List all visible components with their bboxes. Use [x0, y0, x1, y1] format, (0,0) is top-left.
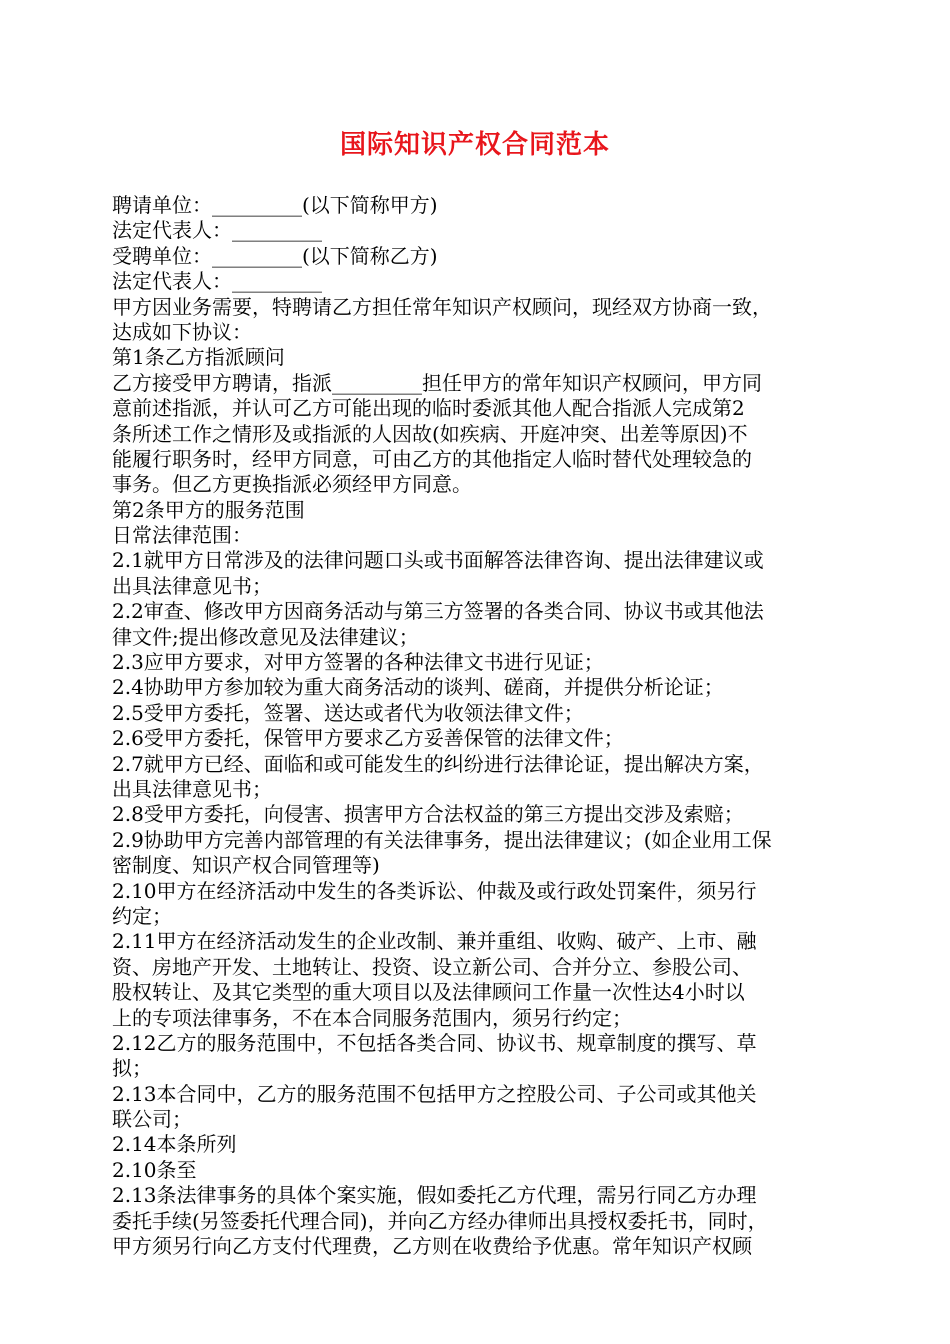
body-line: 出具法律意见书； [112, 776, 272, 801]
body-line: 联公司； [112, 1107, 192, 1132]
body-line: 2.4协助甲方参加较为重大商务活动的谈判、磋商，并提供分析论证； [112, 675, 724, 700]
body-line: 意前述指派，并认可乙方可能出现的临时委派其他人配合指派人完成第2 [112, 396, 745, 421]
body-line: 委托手续(另签委托代理合同)，并向乙方经办律师出具授权委托书，同时， [112, 1208, 768, 1233]
body-line: 甲方因业务需要，特聘请乙方担任常年知识产权顾问，现经双方协商一致， [112, 294, 772, 319]
body-line: 2.10条至 [112, 1157, 197, 1182]
body-line: 2.13本合同中，乙方的服务范围不包括甲方之控股公司、子公司或其他关 [112, 1081, 757, 1106]
body-line: 聘请单位：_________(以下简称甲方) [112, 193, 438, 217]
body-line: 上的专项法律事务，不在本合同服务范围内，须另行约定； [112, 1005, 632, 1030]
body-line: 2.2审查、修改甲方因商务活动与第三方签署的各类合同、协议书或其他法 [112, 599, 764, 624]
body-line: 2.10甲方在经济活动中发生的各类诉讼、仲裁及或行政处罚案件，须另行 [112, 878, 757, 903]
body-line: 2.13条法律事务的具体个案实施，假如委托乙方代理，需另行同乙方办理 [112, 1183, 757, 1208]
body-line: 2.11甲方在经济活动发生的企业改制、兼并重组、收购、破产、上市、融 [112, 929, 757, 954]
body-line: 2.3应甲方要求，对甲方签署的各种法律文书进行见证； [112, 650, 604, 675]
body-line: 受聘单位：_________(以下简称乙方) [112, 243, 438, 268]
body-line: 密制度、知识产权合同管理等) [112, 853, 380, 878]
body-line: 拟； [112, 1056, 152, 1081]
body-line: 能履行职务时，经甲方同意，可由乙方的其他指定人临时替代处理较急的 [112, 446, 752, 471]
body-line: 2.6受甲方委托，保管甲方要求乙方妥善保管的法律文件； [112, 726, 624, 751]
body-line: 律文件;提出修改意见及法律建议； [112, 624, 419, 649]
body-line: 2.8受甲方委托，向侵害、损害甲方合法权益的第三方提出交涉及索赔； [112, 802, 744, 827]
body-line: 第2条甲方的服务范围 [112, 497, 305, 522]
body-line: 资、房地产开发、土地转让、投资、设立新公司、合并分立、参股公司、 [112, 954, 752, 979]
body-line: 2.5受甲方委托，签署、送达或者代为收领法律文件； [112, 700, 584, 725]
body-line: 约定； [112, 903, 172, 928]
body-line: 2.14本条所列 [112, 1132, 237, 1157]
body-line: 股权转让、及其它类型的重大项目以及法律顾问工作量一次性达4小时以 [112, 980, 745, 1005]
body-line: 2.12乙方的服务范围中，不包括各类合同、协议书、规章制度的撰写、草 [112, 1030, 757, 1055]
body-line: 日常法律范围： [112, 523, 252, 548]
body-line: 出具法律意见书； [112, 573, 272, 598]
body-line: 事务。但乙方更换指派必须经甲方同意。 [112, 472, 472, 497]
body-line: 2.7就甲方已经、面临和或可能发生的纠纷进行法律论证，提出解决方案， [112, 751, 764, 776]
body-line: 达成如下协议： [112, 319, 252, 344]
body-line: 甲方须另行向乙方支付代理费，乙方则在收费给予优惠。常年知识产权顾 [112, 1234, 752, 1259]
body-line: 2.9协助甲方完善内部管理的有关法律事务，提出法律建议；(如企业用工保 [112, 827, 772, 852]
document-title: 国际知识产权合同范本 [339, 130, 610, 160]
body-line: 第1条乙方指派顾问 [112, 345, 285, 370]
document-body [112, 193, 852, 1259]
body-line: 乙方接受甲方聘请，指派_________担任甲方的常年知识产权顾问，甲方同 [112, 370, 762, 395]
body-line: 法定代表人：_________ [112, 269, 322, 294]
body-line: 2.1就甲方日常涉及的法律问题口头或书面解答法律咨询、提出法律建议或 [112, 548, 764, 573]
body-line: 条所述工作之情形及或指派的人因故(如疾病、开庭冲突、出差等原因)不 [112, 421, 748, 446]
body-line: 法定代表人：_________ [112, 218, 322, 243]
